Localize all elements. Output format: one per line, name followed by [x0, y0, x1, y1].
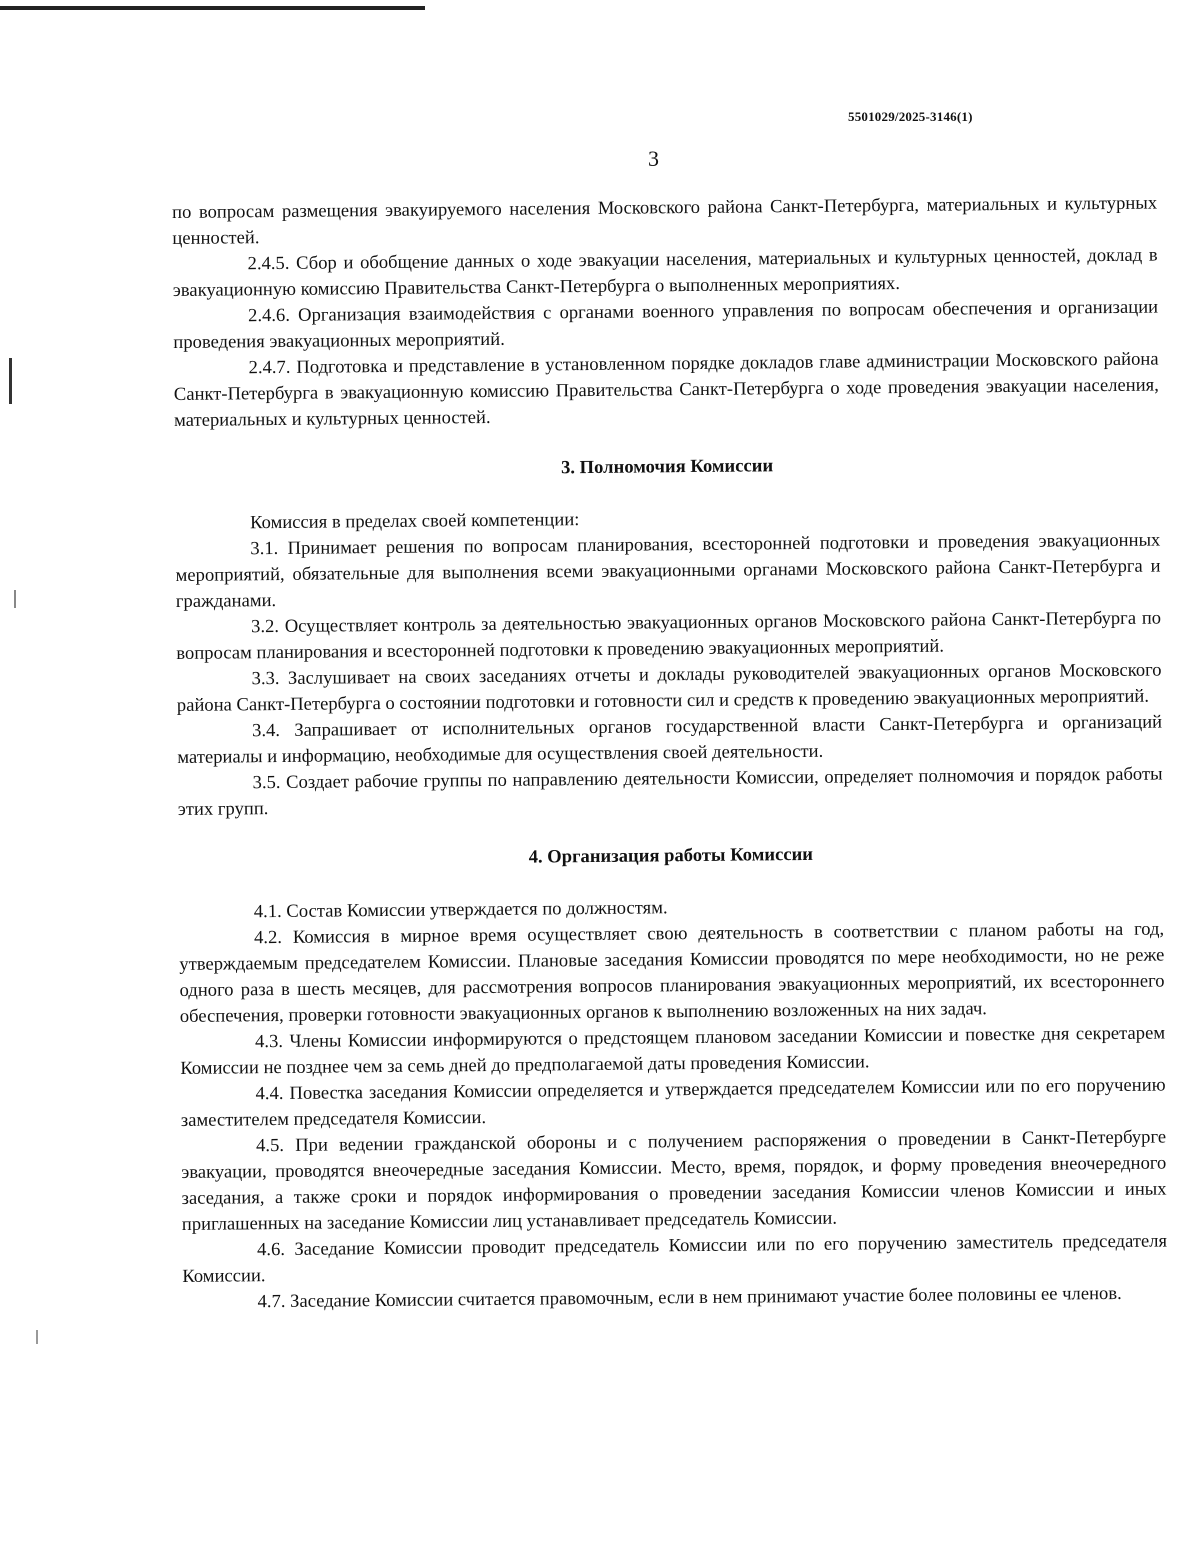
paragraph-2-4-7: 2.4.7. Подготовка и представление в установленном порядке докладов главе администрации Московского района Санкт-Петербурга в эвакуационную комиссию Правительства Санкт-Петербурга о ходе проведения эвакуации населения, материальных и культурных ценностей.	[173, 348, 1159, 431]
scan-edge-dot	[14, 590, 16, 608]
paragraph-3-3: 3.3. Заслушивает на своих заседаниях отчеты и доклады руководителей эвакуационных органов Московского района Санкт-Петербурга о состоянии подготовки и готовности сил и средств к проведению эвакуационных мероприятий.	[176, 659, 1162, 716]
scan-edge-mark	[9, 358, 12, 404]
paragraph-3-5: 3.5. Создает рабочие группы по направлению деятельности Комиссии, определяет полномочия и порядок работы этих групп.	[177, 763, 1163, 820]
section-heading-3: 3. Полномочия Комиссии	[560, 455, 774, 479]
paragraph-3-1: 3.1. Принимает решения по вопросам планирования, всесторонней подготовки и проведения эвакуационных мероприятий, обязательные для выполнения всеми эвакуационными органами Московского района Санкт-Петербурга и гражданами.	[175, 529, 1161, 612]
paragraph-3-2: 3.2. Осуществляет контроль за деятельностью эвакуационных органов Московского района Санкт-Петербурга по вопросам планирования и всесторонней подготовки к проведению эвакуационных мероприятий.	[176, 607, 1162, 664]
paragraph-4-3: 4.3. Члены Комиссии информируются о предстоящем плановом заседании Комиссии и повестке дня секретарем Комиссии не позднее чем за семь дней до предполагаемой даты проведения Комиссии.	[180, 1022, 1166, 1079]
section-heading-4: 4. Организация работы Комиссии	[528, 843, 814, 868]
scan-edge-dot	[36, 1330, 38, 1344]
paragraph-4-5: 4.5. При ведении гражданской обороны и с получением распоряжения о проведении в Санкт-Петербурге эвакуации, проводятся внеочередные заседания Комиссии. Место, время, порядок, и форму проведения внеочередного заседания, а также сроки и порядок информирования о проведении заседания Комиссии членов Комиссии и иных приглашенных на заседание Комиссии лиц устанавливает председатель Комиссии.	[181, 1126, 1167, 1235]
document-registration-number: 5501029/2025-3146(1)	[848, 109, 973, 124]
page-number: 3	[648, 146, 659, 171]
paragraph-2-4-5: 2.4.5. Сбор и обобщение данных о ходе эвакуации населения, материальных и культурных ценностей, доклад в эвакуационную комиссию Правительства Санкт-Петербурга о выполненных мероприятиях.	[172, 244, 1158, 301]
paragraph-4-7: 4.7. Заседание Комиссии считается правомочным, если в нем принимают участие более половины ее членов.	[257, 1282, 1122, 1313]
paragraph-2-4-6: 2.4.6. Организация взаимодействия с органами военного управления по вопросам обеспечения и организации проведения эвакуационных мероприятий.	[173, 296, 1159, 353]
paragraph-4-4: 4.4. Повестка заседания Комиссии определяется и утверждается председателем Комиссии или по его поручению заместителем председателя Комиссии.	[180, 1074, 1166, 1131]
paragraph-3-intro: Комиссия в пределах своей компетенции:	[250, 509, 580, 534]
paragraph-4-1: 4.1. Состав Комиссии утверждается по должностям.	[253, 897, 668, 923]
paragraph-continuation: по вопросам размещения эвакуируемого населения Московского района Санкт-Петербурга, материальных и культурных ценностей.	[172, 192, 1158, 249]
paragraph-4-2: 4.2. Комиссия в мирное время осуществляет свою деятельность в соответствии с планом работы на год, утверждаемым председателем Комиссии. Плановые заседания Комиссии проводятся по мере необходимости, но не реже одного раза в шесть месяцев, для рассмотрения вопросов планирования эвакуационных мероприятий, их всестороннего обеспечения, проверки готовности эвакуационных органов к выполнению возложенных на них задач.	[179, 918, 1165, 1027]
paragraph-3-4: 3.4. Запрашивает от исполнительных органов государственной власти Санкт-Петербурга и организаций материалы и информацию, необходимые для осуществления своей деятельности.	[177, 711, 1163, 768]
document-body	[172, 191, 1168, 1316]
scan-top-line	[0, 6, 425, 10]
paragraph-4-6: 4.6. Заседание Комиссии проводит председатель Комиссии или по его поручению заместитель председателя Комиссии.	[182, 1230, 1168, 1287]
